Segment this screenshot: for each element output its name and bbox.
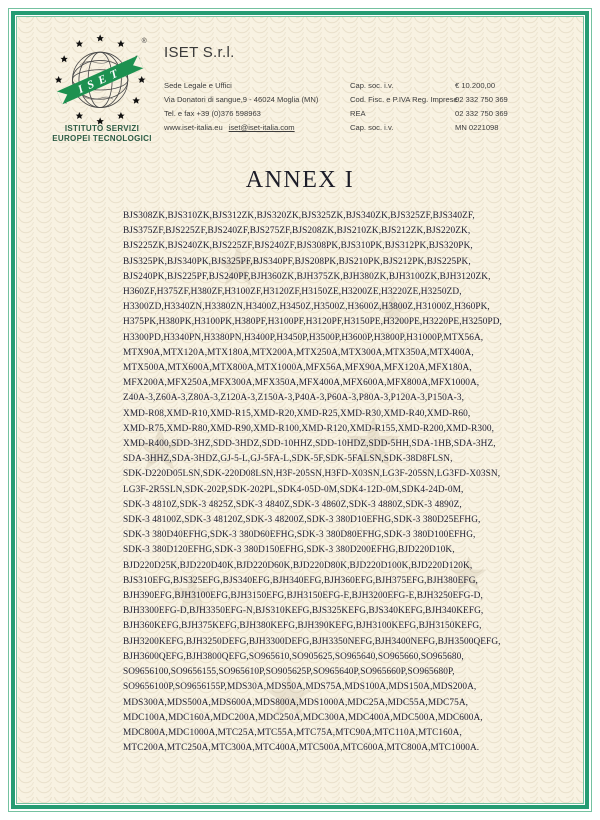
page-content-area: [16, 16, 584, 804]
annex-line: BJS225ZK,BJS240ZK,BJS225ZF,BJS240ZF,BJS308PK,BJS310PK,BJS312PK,BJS320PK,: [123, 241, 473, 252]
watermark-star: ★: [167, 562, 218, 627]
annex-line: XMD-R400,SDD-3HZ,SDD-3HDZ,SDD-10HHZ,SDD-10HDZ,SDD-5HH,SDA-1HB,SDA-3HZ,: [123, 439, 496, 450]
registered-mark: ®: [141, 37, 147, 45]
watermark-star: ★: [262, 662, 316, 732]
annex-line: SDK-3 380D40EFHG,SDK-3 380D60EFHG,SDK-3 380D80EFHG,SDK-3 380D100EFHG,: [123, 530, 476, 541]
annex-line: XMD-R08,XMD-R10,XMD-R15,XMD-R20,XMD-R25,XMD-R30,XMD-R40,XMD-R60,: [123, 408, 471, 419]
annex-line: BJS325PK,BJS340PK,BJS325PF,BJS340PF,BJS208PK,BJS210PK,BJS212PK,BJS225PK,: [123, 256, 471, 267]
watermark-star: ★: [342, 402, 405, 484]
annex-line: BJH3200KEFG,BJH3250DEFG,BJH3300DEFG,BJH3350NEFG,BJH3400NEFG,BJH3500QEFG,: [123, 636, 501, 647]
logo-caption-line2: EUROPEI TECNOLOGICI: [52, 134, 152, 143]
border-frame-thick: [11, 11, 589, 809]
annex-line: SDK-3 4810Z,SDK-3 4825Z,SDK-3 4840Z,SDK-3 4860Z,SDK-3 4880Z,SDK-3 4890Z,: [123, 499, 462, 510]
annex-line: BJS310EFG,BJS325EFG,BJS340EFG,BJH340EFG,BJH360EFG,BJH375EFG,BJH380EFG,: [123, 575, 478, 586]
annex-line: BJS375ZF,BJS225ZF,BJS240ZF,BJS275ZF,BJS208ZK,BJS210ZK,BJS212ZK,BJS220ZK,: [123, 226, 471, 237]
registry-value-rea: 02 332 750 369: [455, 109, 508, 118]
watermark-star: ★: [212, 232, 264, 300]
annex-line: BJS240PK,BJS225PF,BJS240PF,BJH360ZK,BJH375ZK,BJH380ZK,BJH3100ZK,BJH3120ZK,: [123, 271, 491, 282]
annex-line: H360ZF,H375ZF,H380ZF,H3100ZF,H3120ZF,H3150ZE,H3200ZE,H3220ZE,H3250ZD,: [123, 287, 462, 298]
annex-line: BJD220D25K,BJD220D40K,BJD220D60K,BJD220D80K,BJD220D100K,BJD220D120K,: [123, 560, 473, 571]
annex-line: SO9656100,SO9656155,SO965610P,SO905625P,SO965640P,SO965660P,SO965680P,: [123, 667, 455, 678]
annex-line: BJS308ZK,BJS310ZK,BJS312ZK,BJS320ZK,BJS325ZK,BJS340ZK,BJS325ZF,BJS340ZF,: [123, 211, 475, 221]
watermark-star: ★: [132, 412, 188, 485]
annex-line: SDK-3 380D120EFHG,SDK-3 380D150EFHG,SDK-3 380D200EFHG,BJD220D10K,: [123, 545, 455, 556]
annex-line: XMD-R75,XMD-R80,XMD-R90,XMD-R100,XMD-R120,XMD-R155,XMD-R200,XMD-R300,: [123, 423, 495, 434]
annex-line: Z40A-3,Z60A-3,Z80A-3,Z120A-3,Z150A-3,P40A-3,P60A-3,P80A-3,P120A-3,P150A-3,: [123, 393, 465, 404]
logo-caption-line1: ISTITUTO SERVIZI: [64, 124, 140, 133]
annex-line: MTX90A,MTX120A,MTX180A,MTX200A,MTX250A,MTX300A,MTX350A,MTX400A,: [123, 347, 474, 358]
border-frame-outer: [8, 8, 592, 812]
annex-line: H3300ZD,H3340ZN,H3380ZN,H3400Z,H3450Z,H3500Z,H3600Z,H3800Z,H31000Z,H360PK,: [123, 302, 490, 313]
address-line-3: Tel. e fax +39 (0)376 598963: [164, 109, 261, 118]
annex-line: LG3F-2R5SLN,SDK-202P,SDK-202PL,SDK4-05D-0M,SDK4-12D-0M,SDK4-24D-0M,: [123, 484, 464, 495]
registry-value-vat: 02 332 750 369: [455, 95, 508, 104]
email-link[interactable]: iset@iset-italia.com: [228, 123, 295, 132]
annex-line: MDC800A,MDC1000A,MTC25A,MTC55A,MTC75A,MTC90A,MTC110A,MTC160A,: [123, 727, 462, 738]
annex-line: H3300PD,H3340PN,H3380PN,H3400P,H3450P,H3500P,H3600P,H3800P,H31000P,MTX56A,: [123, 332, 484, 343]
registry-label-vat: Cod. Fisc. e P.IVA Reg. Imprese: [350, 95, 458, 104]
annex-line: MTC200A,MTC250A,MTC300A,MTC400A,MTC500A,MTC600A,MTC800A,MTC1000A.: [123, 743, 480, 754]
annex-line: BJH360KEFG,BJH375KEFG,BJH380KEFG,BJH390KEFG,BJH3100KEFG,BJH3150KEFG,: [123, 621, 482, 632]
website-link: www.iset-italia.eu: [164, 123, 223, 132]
annex-line: MDS300A,MDS500A,MDS600A,MDS800A,MDS1000A,MDC25A,MDC55A,MDC75A,: [123, 697, 469, 708]
address-line-1: Sede Legale e Uffici: [164, 81, 232, 90]
watermark-star: ★: [372, 282, 414, 336]
registry-value-capital2: MN 0221098: [455, 123, 499, 132]
annex-line: MDC100A,MDC160A,MDC200A,MDC250A,MDC300A,MDC400A,MDC500A,MDC600A,: [123, 712, 483, 723]
registry-label-rea: REA: [350, 109, 366, 118]
iset-logo: [52, 30, 152, 126]
annex-line: BJH390EFG,BJH3100EFG,BJH3150EFG,BJH3150EFG-E,BJH3200EFG-E,BJH3250EFG-D,: [123, 591, 483, 602]
annex-line: H375PK,H380PK,H3100PK,H380PF,H3100PF,H3120PF,H3150PE,H3200PE,H3220PE,H3250PD,: [123, 317, 502, 328]
iset-ribbon: [57, 56, 144, 105]
annex-line: SDK-D220D05LSN,SDK-220D08LSN,H3F-205SN,H3FD-X03SN,LG3F-205SN,LG3FD-X03SN,: [123, 469, 501, 480]
logo-caption: [30, 124, 174, 144]
annex-line: BJH3300EFG-D,BJH3350EFG-N,BJS310KEFG,BJS325KEFG,BJS340KEFG,BJH340KEFG,: [123, 606, 484, 617]
annex-line: MTX500A,MTX600A,MTX800A,MTX1000A,MFX56A,MFX90A,MFX120A,MFX180A,: [123, 363, 472, 374]
contact-line: [164, 123, 359, 132]
annex-line: MFX200A,MFX250A,MFX300A,MFX350A,MFX400A,MFX600A,MFX800A,MFX1000A,: [123, 378, 480, 389]
registry-label-capital: Cap. soc. i.v.: [350, 81, 394, 90]
annex-model-list: [123, 209, 515, 756]
registry-label-capital2: Cap. soc. i.v.: [350, 123, 394, 132]
annex-line: SDA-3HHZ,SDA-3HDZ,GJ-5-L,GJ-5FA-L,SDK-5F,SDK-5FALSN,SDK-38D8FLSN,: [123, 454, 453, 465]
annex-line: SDK-3 48100Z,SDK-3 48120Z,SDK-3 48200Z,SDK-3 380D10EFHG,SDK-3 380D25EFHG,: [123, 515, 481, 526]
registry-value-capital: € 10.200,00: [455, 81, 496, 90]
address-line-2: Via Donatori di sangue,9 - 46024 Moglia (MN): [164, 95, 319, 104]
svg-text:ISET: ISET: [76, 65, 125, 97]
watermark-star: ★: [447, 547, 491, 603]
annex-line: SO9656100P,SO9656155P,MDS30A,MDS50A,MDS75A,MDS100A,MDS150A,MDS200A,: [123, 682, 477, 693]
annex-title: ANNEX I: [245, 167, 355, 193]
annex-line: BJH3600QEFG,BJH3800QEFG,SO965610,SO905625,SO965640,SO965660,SO965680,: [123, 651, 464, 662]
company-name: ISET S.r.l.: [164, 44, 235, 61]
